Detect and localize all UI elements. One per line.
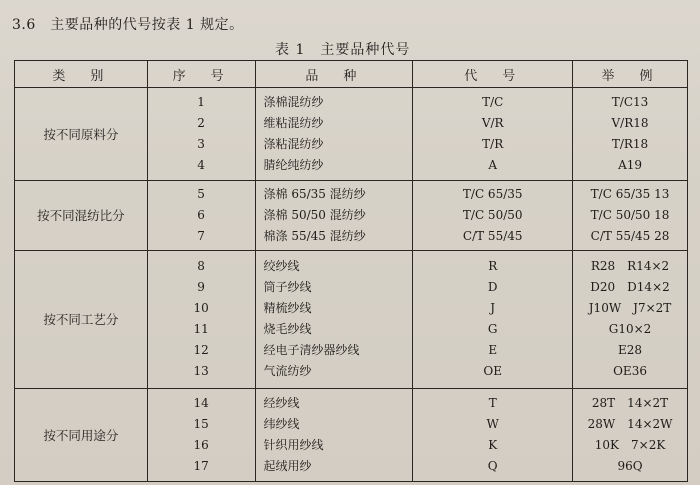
number-column <box>147 180 255 250</box>
row-number: 3 <box>197 136 205 151</box>
code-column <box>413 250 573 389</box>
variety-column <box>255 389 413 482</box>
header-example: 举 例 <box>573 61 688 88</box>
row-variety: 经纱线 <box>263 396 300 411</box>
product-code-table <box>14 60 688 482</box>
row-example: A19 <box>618 157 642 172</box>
row-number: 9 <box>197 280 205 295</box>
category-cell: 按不同混纺比分 <box>15 180 148 250</box>
row-example: 10K 7×2K <box>594 438 666 453</box>
row-example: V/R18 <box>611 115 649 130</box>
table-row <box>15 88 688 181</box>
category-cell: 按不同用途分 <box>15 389 148 482</box>
example-column <box>573 389 688 482</box>
row-code: T/C 65/35 <box>462 186 523 201</box>
row-variety: 绞纱线 <box>263 259 300 274</box>
row-example: C/T 55/45 28 <box>590 228 670 243</box>
category-cell: 按不同工艺分 <box>15 250 148 389</box>
variety-column <box>255 250 413 389</box>
row-code: T/C 50/50 <box>462 207 523 222</box>
row-number: 14 <box>193 396 209 411</box>
header-code: 代 号 <box>413 61 573 88</box>
row-example: E28 <box>618 343 643 358</box>
row-code: E <box>488 343 498 358</box>
row-number: 16 <box>193 438 209 453</box>
row-number: 6 <box>197 207 205 222</box>
row-example: 28W 14×2W <box>587 417 673 432</box>
row-variety: 气流纺纱 <box>263 364 312 379</box>
table-title: 表 1 主要品种代号 <box>275 42 411 58</box>
header-variety: 品 种 <box>255 61 413 88</box>
row-example: OE36 <box>613 364 647 379</box>
row-example: G10×2 <box>608 322 652 337</box>
row-number: 7 <box>197 228 205 243</box>
row-example: 96Q <box>617 459 643 474</box>
row-variety: 起绒用纱 <box>263 459 312 474</box>
row-code: T/R <box>482 136 504 151</box>
table-row <box>15 389 688 482</box>
example-column <box>573 88 688 181</box>
table-row <box>15 250 688 389</box>
code-column <box>413 389 573 482</box>
row-code: C/T 55/45 <box>462 228 523 243</box>
row-variety: 针织用纱线 <box>263 438 324 453</box>
row-code: T/C <box>482 94 504 109</box>
row-code: A <box>488 157 498 172</box>
example-column <box>573 180 688 250</box>
table-header-row <box>15 61 688 88</box>
row-variety: 纬纱线 <box>263 417 300 432</box>
row-example: T/R18 <box>611 136 649 151</box>
variety-column <box>255 88 413 181</box>
row-variety: 经电子清纱器纱线 <box>263 343 360 358</box>
header-number: 序 号 <box>147 61 255 88</box>
row-variety: 精梳纱线 <box>263 301 312 316</box>
row-number: 1 <box>197 94 205 109</box>
number-column <box>147 250 255 389</box>
row-code: J <box>490 301 496 316</box>
category-cell: 按不同原料分 <box>15 88 148 181</box>
code-column <box>413 88 573 181</box>
row-number: 4 <box>197 157 205 172</box>
row-code: D <box>487 280 498 295</box>
row-number: 5 <box>197 186 205 201</box>
row-example: T/C 50/50 18 <box>590 207 670 222</box>
row-variety: 棉涤 55/45 混纺纱 <box>263 228 366 243</box>
row-number: 8 <box>197 259 205 274</box>
row-code: V/R <box>481 115 504 130</box>
row-variety: 涤棉混纺纱 <box>263 94 324 109</box>
row-number: 15 <box>193 417 209 432</box>
row-variety: 维粘混纺纱 <box>263 115 324 130</box>
header-category: 类 别 <box>15 61 148 88</box>
row-number: 17 <box>193 459 209 474</box>
row-variety: 涤棉 65/35 混纺纱 <box>263 186 366 201</box>
row-variety: 涤粘混纺纱 <box>263 136 324 151</box>
row-number: 10 <box>193 301 209 316</box>
row-variety: 涤棉 50/50 混纺纱 <box>263 207 366 222</box>
row-code: G <box>487 322 498 337</box>
row-number: 13 <box>193 364 209 379</box>
number-column <box>147 389 255 482</box>
section-heading: 3.6 主要品种的代号按表 1 规定。 <box>12 17 244 33</box>
row-variety: 腈纶纯纺纱 <box>263 157 324 172</box>
row-variety: 烧毛纱线 <box>263 322 312 337</box>
row-example: T/C 65/35 13 <box>590 186 670 201</box>
row-example: J10W J7×2T <box>588 301 672 316</box>
table-row <box>15 180 688 250</box>
row-code: OE <box>483 364 503 379</box>
example-column <box>573 250 688 389</box>
code-column <box>413 180 573 250</box>
row-number: 2 <box>197 115 205 130</box>
row-example: 28T 14×2T <box>591 396 669 411</box>
row-code: T <box>488 396 497 411</box>
number-column <box>147 88 255 181</box>
row-example: T/C13 <box>611 94 649 109</box>
row-number: 11 <box>193 322 209 337</box>
row-code: R <box>488 259 498 274</box>
row-code: Q <box>487 459 498 474</box>
row-example: R28 R14×2 <box>590 259 670 274</box>
row-variety: 筒子纱线 <box>263 280 312 295</box>
row-code: W <box>486 417 499 432</box>
row-number: 12 <box>193 343 209 358</box>
row-code: K <box>488 438 498 453</box>
variety-column <box>255 180 413 250</box>
row-example: D20 D14×2 <box>590 280 670 295</box>
